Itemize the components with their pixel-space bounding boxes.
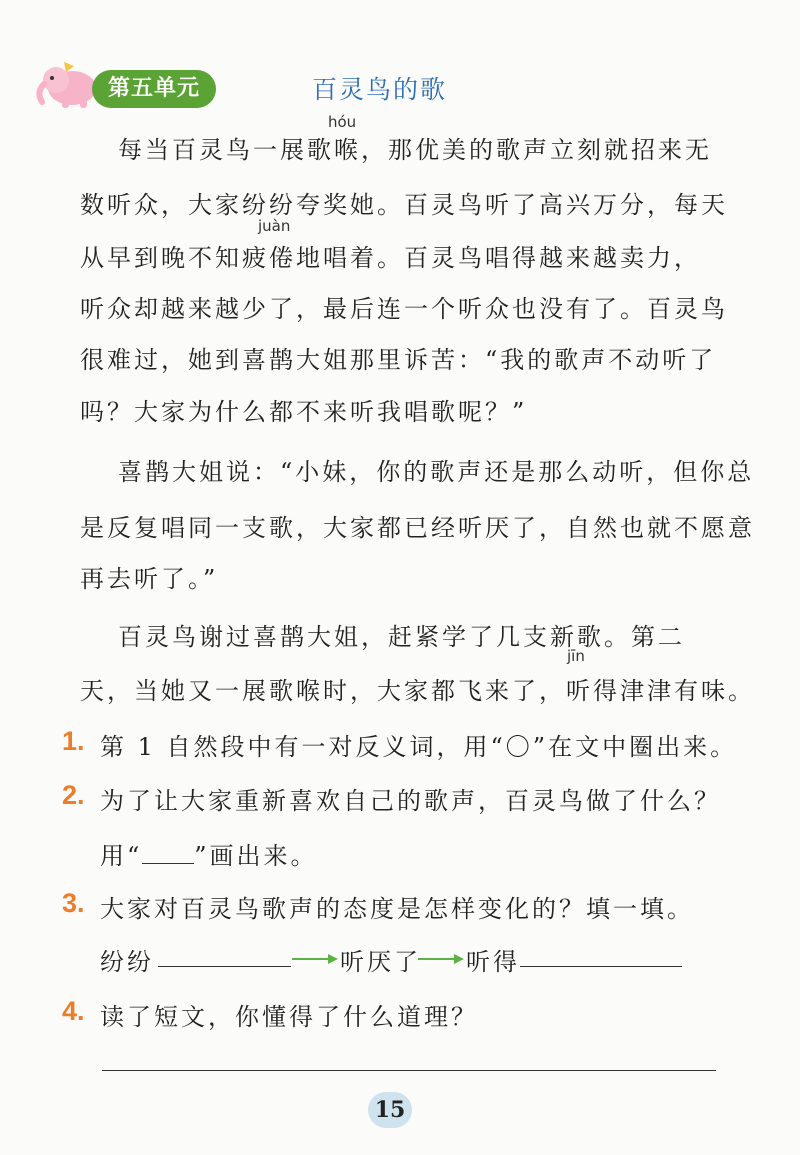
answer-blank-2[interactable] <box>520 966 682 967</box>
page-title: 百灵鸟的歌 <box>312 75 448 104</box>
pinyin-hou: hóu <box>328 113 357 131</box>
passage-line: 天，当她又一展歌喉时，大家都飞来了，听得津津有味。 <box>80 677 755 705</box>
question-text: 大家对百灵鸟歌声的态度是怎样变化的？填一填。 <box>100 895 694 923</box>
passage-line: 吗？大家为什么都不来听我唱歌呢？” <box>80 398 528 426</box>
passage-line: 听众却越来越少了，最后连一个听众也没有了。百灵鸟 <box>80 295 728 323</box>
passage-line: 每当百灵鸟一展歌喉，那优美的歌声立刻就招来无 <box>118 136 712 164</box>
page-number: 15 <box>368 1092 412 1128</box>
underline-sample <box>142 843 194 864</box>
arrow-right-icon <box>418 952 464 966</box>
passage-line: 喜鹊大姐说：“小妹，你的歌声还是那么动听，但你总 <box>118 458 755 486</box>
arrow-right-icon <box>292 952 338 966</box>
passage-line: 数听众，大家纷纷夸奖她。百灵鸟听了高兴万分，每天 <box>80 191 728 219</box>
passage-line: 再去听了。” <box>80 565 219 593</box>
passage-line: 百灵鸟谢过喜鹊大姐，赶紧学了几支新歌。第二 <box>118 623 685 651</box>
question-text: 读了短文，你懂得了什么道理？ <box>100 1003 478 1031</box>
instruction-suffix: ”画出来。 <box>194 842 318 870</box>
question-number: 1. <box>62 726 85 756</box>
passage-line: 是反复唱同一支歌，大家都已经听厌了，自然也就不愿意 <box>80 514 755 542</box>
instruction-prefix: 用“ <box>100 842 143 870</box>
fill-mid-label: 听厌了 <box>340 948 421 976</box>
unit-badge: 第五单元 <box>92 70 216 108</box>
pinyin-jin: jīn <box>567 647 585 665</box>
answer-blank-1[interactable] <box>158 966 291 967</box>
question-number: 2. <box>62 780 85 810</box>
question-number: 3. <box>62 888 85 918</box>
fill-end-label: 听得 <box>466 948 520 976</box>
fill-start-label: 纷纷 <box>100 948 154 976</box>
pinyin-juan: juàn <box>258 217 291 235</box>
question-text: 为了让大家重新喜欢自己的歌声，百灵鸟做了什么？ <box>100 787 721 815</box>
question-text: 第 1 自然段中有一对反义词，用“〇”在文中圈出来。 <box>100 733 738 761</box>
answer-line[interactable] <box>102 1070 716 1071</box>
question-number: 4. <box>62 996 85 1026</box>
underline-instruction <box>100 836 318 871</box>
passage-line: 从早到晚不知疲倦地唱着。百灵鸟唱得越来越卖力， <box>80 244 701 272</box>
passage-line: 很难过，她到喜鹊大姐那里诉苦：“我的歌声不动听了 <box>80 346 717 374</box>
